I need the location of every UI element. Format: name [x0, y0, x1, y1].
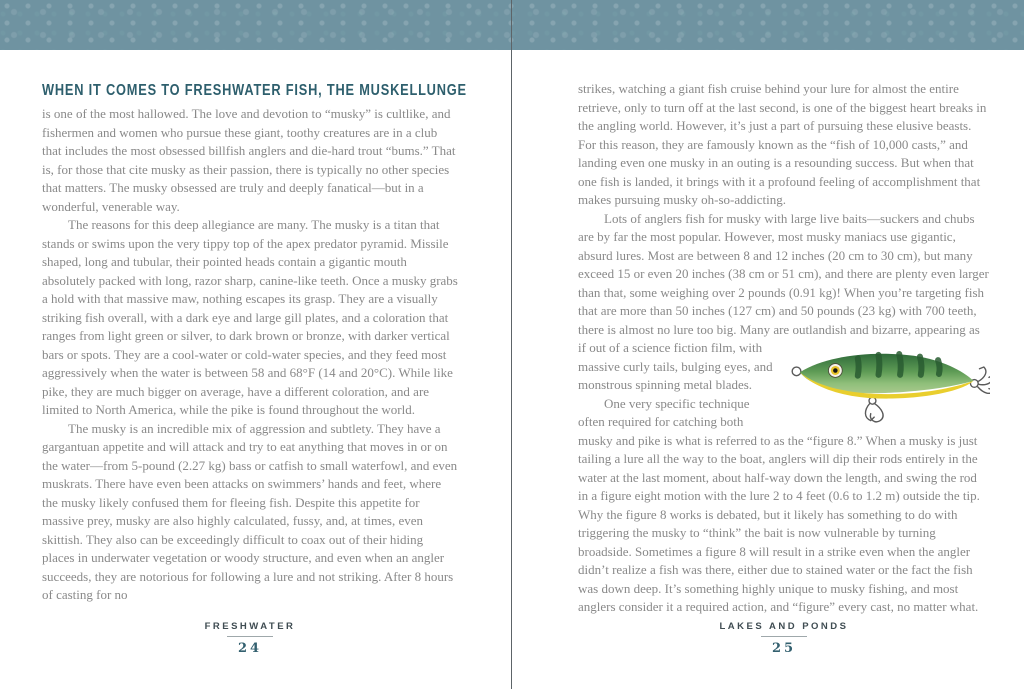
paragraph-hallowed: is one of the most hallowed. The love and devotion to “musky” is cultlike, and fishermen and women who pursue these giant, toothy creatures are in a club that includes the most obsessed billfish anglers and die-hard trout “bums.” That is, for those that cite musky as their passion, there is typically no other species that matters. The musky obsessed are truly and deeply fanatical—but in a wonderful, venerable way. — [42, 106, 456, 214]
fishing-lure-icon — [786, 342, 990, 424]
fishing-lure-illustration — [786, 342, 990, 424]
paragraph-aggression: The musky is an incredible mix of aggression and subtlety. They have a gargantuan appetite and will attack and try to eat anything that moves in or on the water—from 5-pound (2.27 kg) bass or catfish to small waterfowl, and even muskrats. There have even been attacks on swimmers’ hands and feet, where the musky likely confused them for fleeing fish. Despite this appetite for massive prey, musky are also highly calculated, fussy, and, at times, even skittish. They also can be exceedingly difficult to coax out of their hiding places in underwater vegetation or woody structure, and even when an angler succeeds, they are notorious for following a lure and not striking. After 8 hours of casting for no — [42, 420, 458, 602]
page-gutter-line — [511, 0, 512, 689]
paragraph-lures-text-before: Lots of anglers fish for musky with large live baits—suckers and chubs are by far the most popular. However, most musky maniacs use gigantic, absurd lures. Most are between 8 and 12 inches (20 cm to 30 cm), but many exceed 15 or even 20 inches (38 cm or 51 cm), and there are plenty even larger than that, some weighing over 2 pounds (0.91 kg)! When you’re targeting fish that are more than 50 inches (127 cm) and 50 pounds (23 kg) with 700 teeth, there is almost no lure too big. Many are outlandish and — [578, 210, 989, 337]
footer-divider — [761, 636, 807, 637]
right-page — [578, 0, 990, 689]
left-page-footer — [42, 621, 458, 656]
running-footer-section: LAKES AND PONDS — [719, 621, 849, 632]
paragraph-continuation: strikes, watching a giant fish cruise behind your lure for almost the entire retrieve, only to turn off at the last second, is one of the biggest heart breaks in the angling world. However, it’s just a part of pursuing these elusive beasts. For this reason, they are famously known as the “fish of 10,000 casts,” and landing even one musky in an outing is a resounding success. But when that one fish is landed, it brings with it a profound feeling of accomplishment that makes pursuing musky oh-so-addicting. — [578, 81, 987, 207]
section-heading: WHEN IT COMES TO FRESHWATER FISH, THE MUSKELLUNGE — [42, 82, 467, 99]
paragraph-allegiance: The reasons for this deep allegiance are many. The musky is a titan that stands or swims upon the very tippy top of the apex predator pyramid. Missile shaped, long and tubular, their pointed heads contain a gigantic mouth absolutely packed with long, razor sharp, canine-like teeth. Once a musky grabs a hold with that massive maw, nothing escapes its grasp. They are a visually striking fish overall, with a dark eye and large gill plates, and a coloration that ranges from light green or silver, to dark brown or bronze, with darker vertical bars or spots. They are a cool-water or cold-water species, and they feed most aggressively when the water is between 58 and 68°F (14 and 20°C). While like pike, they are much bigger on average, have a different coloration, and are limited to North America, while the pike is found throughout the world. — [42, 217, 458, 417]
running-footer-section: FRESHWATER — [204, 621, 296, 632]
paragraph-figure8: One very specific technique often required for catching both musky and pike is what is referred to as the “figure 8.” When a musky is just tailing a lure all the way to the boat, anglers will dip their rods entirely in the water at the last moment, about half-way down the length, and swing the rod in a figure eight motion with the lure 2 to 4 feet (0.6 to 1.2 m) outside the tip. Why the figure 8 works is debated, but it likely has something to do with triggering the musky to “think” the bait is now vulnerable by turning broadside. Sometimes a figure 8 will result in a strike even when the angler didn’t realize a fish was there, either due to stained water or the fact the fish was down deep. It’s something highly unique to musky fishing, and most anglers consider it a required action, and “figure” every cast, no matter what. — [578, 395, 980, 614]
right-page-footer — [578, 621, 990, 656]
paragraph-lures-text-after: bizarre, appearing as if out of a science fiction film, with massive curly tails, bulging eyes, and monstrous spinning metal blades. — [578, 321, 980, 392]
page-number: 25 — [771, 641, 797, 656]
paragraph-lures — [578, 210, 990, 395]
footer-divider — [227, 636, 273, 637]
page-number: 24 — [237, 641, 263, 656]
left-page — [42, 0, 467, 689]
